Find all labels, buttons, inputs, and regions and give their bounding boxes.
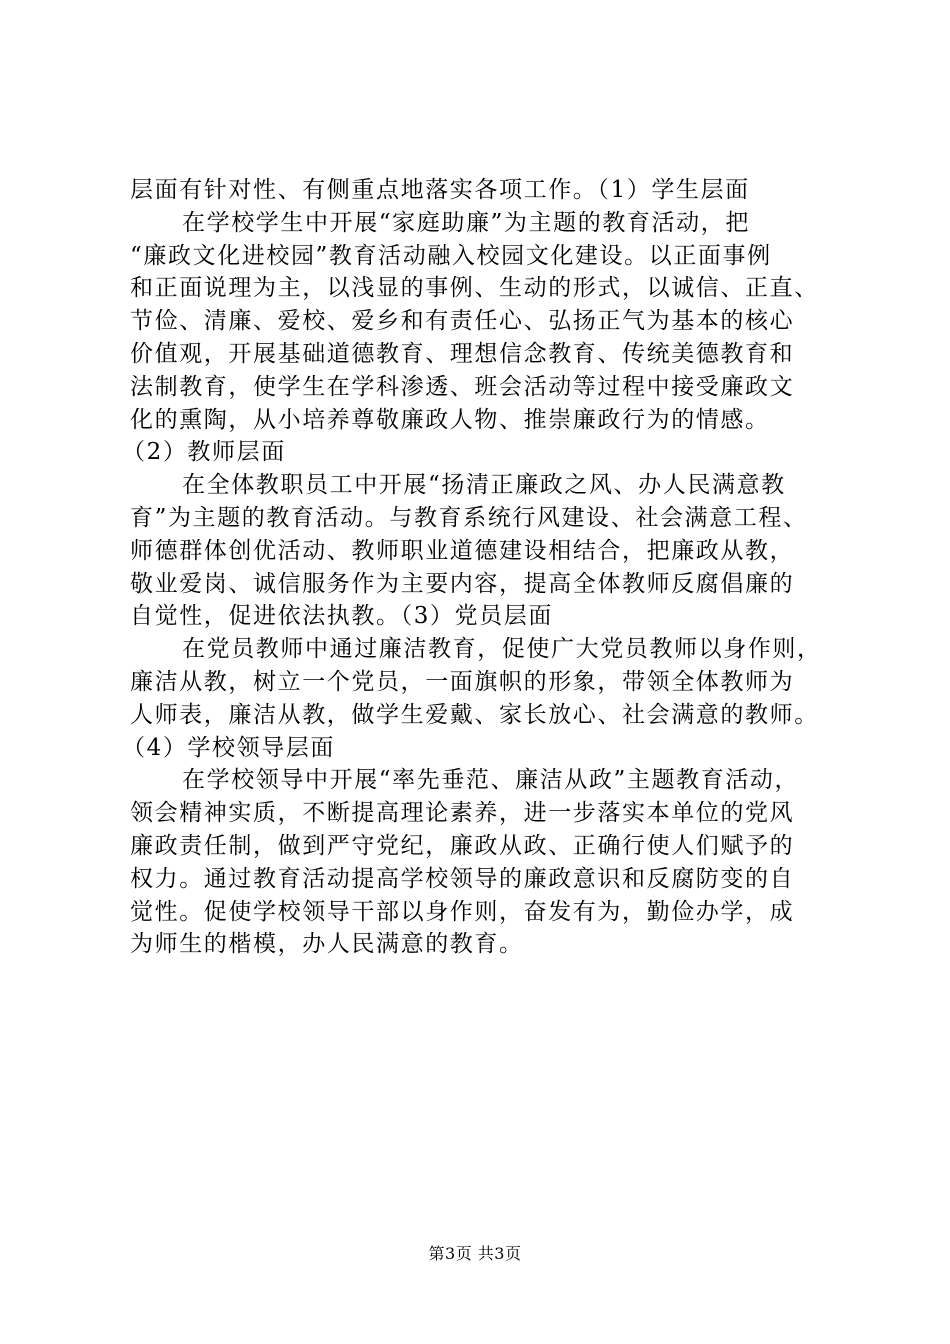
text-line: 权力。通过教育活动提高学校领导的廉政意识和反腐防变的自 — [130, 865, 795, 892]
text-line: 价值观，开展基础道德教育、理想信念教育、传统美德教育和 — [130, 340, 795, 367]
text-line: “廉政文化进校园”教育活动融入校园文化建设。以正面事例 — [130, 242, 772, 269]
text-line: 在全体教职员工中开展“扬清正廉政之风、办人民满意教 — [182, 472, 786, 499]
text-line: 在学校学生中开展“家庭助廉”为主题的教育活动，把 — [182, 209, 750, 236]
text-line: 廉洁从教，树立一个党员，一面旗帜的形象，带领全体教师为 — [130, 668, 795, 695]
text-line: 自觉性，促进依法执教。（3）党员层面 — [130, 603, 553, 630]
text-line: 领会精神实质，不断提高理论素养，进一步落实本单位的党风 — [130, 800, 795, 827]
text-line: 在学校领导中开展“率先垂范、廉洁从政”主题教育活动， — [182, 767, 800, 794]
text-line: 在党员教师中通过廉洁教育，促使广大党员教师以身作则， — [182, 636, 822, 663]
page-footer — [0, 1244, 950, 1264]
text-line: 廉政责任制，做到严守党纪，廉政从政、正确行使人们赋予的 — [130, 832, 795, 859]
text-line: 法制教育，使学生在学科渗透、班会活动等过程中接受廉政文 — [130, 373, 795, 400]
text-line: 觉性。促使学校领导干部以身作则，奋发有为，勤俭办学，成 — [130, 898, 795, 925]
text-line: 化的熏陶，从小培养尊敬廉政人物、推崇廉政行为的情感。 — [130, 406, 770, 433]
text-line: 师德群体创优活动、教师职业道德建设相结合，把廉政从教， — [130, 537, 795, 564]
text-line: 敬业爱岗、诚信服务作为主要内容，提高全体教师反腐倡廉的 — [130, 570, 795, 597]
text-line: 节俭、清廉、爱校、爱乡和有责任心、弘扬正气为基本的核心 — [130, 308, 795, 335]
text-line: 层面有针对性、有侧重点地落实各项工作。（1）学生层面 — [130, 177, 750, 203]
page-number: 第3页 共3页 — [428, 1244, 522, 1263]
section-heading-school-leaders: （4）学校领导层面 — [122, 734, 336, 761]
text-line: 为师生的楷模，办人民满意的教育。 — [130, 931, 524, 958]
text-line: 人师表，廉洁从教，做学生爱戴、家长放心、社会满意的教师。 — [130, 701, 819, 728]
section-heading-teachers: （2）教师层面 — [122, 439, 286, 466]
text-line: 和正面说理为主，以浅显的事例、生动的形式，以诚信、正直、 — [130, 275, 819, 302]
text-line: 育”为主题的教育活动。与教育系统行风建设、社会满意工程、 — [130, 504, 808, 531]
document-body — [122, 174, 850, 961]
